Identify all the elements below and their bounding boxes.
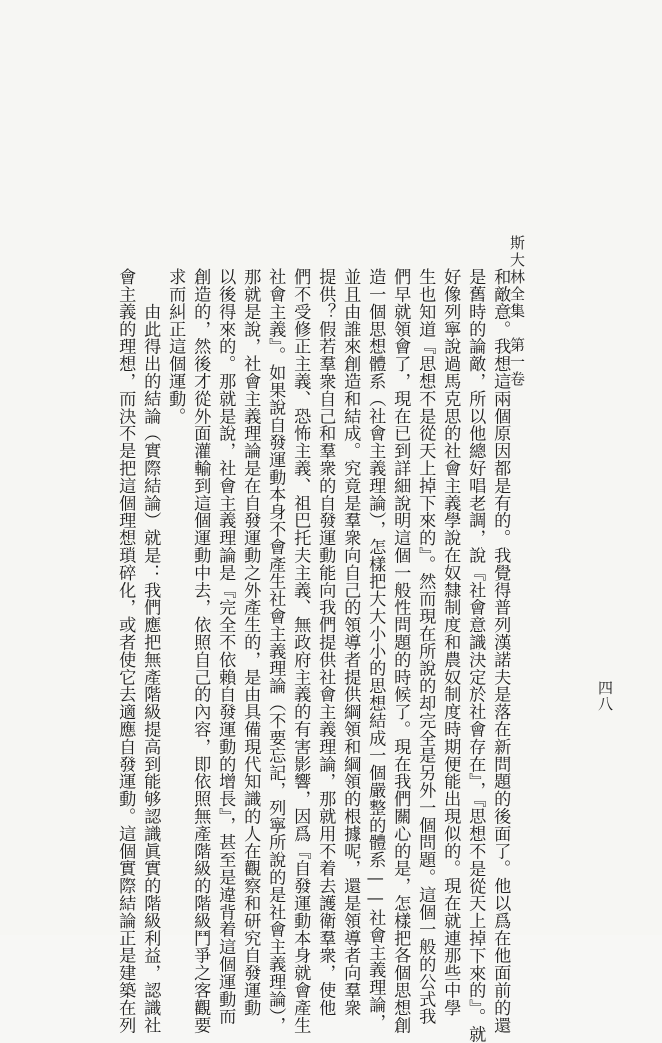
text-column: 生也知道『思想不是從天上掉下來的』。然而現在所說的却完全是另外一個問題。這個一般的公式我 xyxy=(415,268,436,1025)
text-column: 那就是說，社會主義理論是在自發運動之外產生的，是由具備現代知識的人在觀察和研究自發運動 xyxy=(240,268,261,1017)
text-column: 社會主義』。如果說自發運動本身不會產生社會主義理論（不要忘記，列寧所說的是社會主義理論）， xyxy=(265,268,286,1034)
text-column: 們不受修正主義、恐怖主義、祖巴托夫主義、無政府主義的有害影響，因爲『自發運動本身就會產生 xyxy=(290,268,311,1034)
text-column: 創造的，然後才從外面灌輸到這個運動中去，依照自己的內容，即依照無產階級的階級鬥爭之客觀要 xyxy=(190,268,211,1034)
text-column: 好像列寧說過馬克思的社會主義學說在奴隸制度和農奴制度時期便能出現似的。現在就連那些中學 xyxy=(440,268,461,1017)
text-column: 並且由誰來創造和結成。究竟是羣衆向自己的領導者提供綱領和綱領的根據呢，還是領導者向羣衆 xyxy=(340,268,361,1017)
text-column: 求而糾正這個運動。 xyxy=(165,268,186,425)
text-column: 造一個思想體系（社會主義理論），怎樣把大大小小的思想結成一個嚴整的體系——社會主義理論， xyxy=(365,268,386,1031)
text-column: 由此得出的結論（實際結論）就是：我們應把無產階級提高到能够認識眞實的階級利益，認識社 xyxy=(140,268,161,1034)
text-column: 們早就領會了，現在已到詳細說明這個一般性問題的時候了。現在我們關心的是，怎樣把各個思想創 xyxy=(390,268,411,1034)
text-column: 和敵意。我想這兩個原因都是有的。我覺得普列漢諾夫是落在新問題的後面了。他以爲在他面前的還 xyxy=(490,268,511,1034)
text-column: 提供？假若羣衆自己和羣衆的自發運動能向我們提供社會主義理論，那就用不着去護衛羣衆，使他 xyxy=(315,268,336,1017)
text-column: 是舊時的論敵，所以他總好唱老調，說『社會意識決定於社會存在』，『思想不是從天上掉下來的』。就 xyxy=(465,268,486,1043)
page-number: 四八 xyxy=(596,680,614,712)
running-title: 斯大林全集 第一卷 xyxy=(508,235,526,388)
text-column: 會主義的理想，而決不是把這個理想瑣碎化，或者使它去適應自發運動。這個實際結論正是建築在列 xyxy=(115,268,136,1034)
text-column: 以後得來的。那就是說，社會主義理論是『完全不依賴自發運動的增長』，甚至是違背着這個運動而 xyxy=(215,268,236,1025)
